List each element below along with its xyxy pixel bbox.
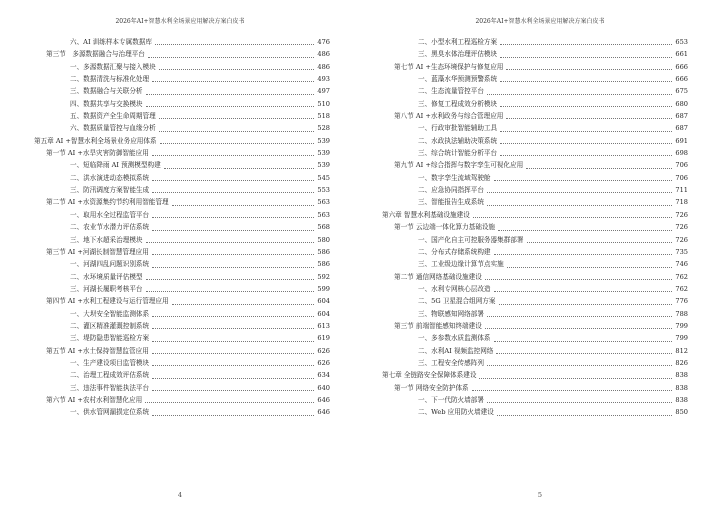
toc-entry-page: 528 <box>317 124 330 133</box>
toc-entry-title: 三、堤防隐患智能巡检方案 <box>70 334 150 343</box>
toc-entry[interactable] <box>34 172 330 184</box>
dot-leader <box>145 402 314 403</box>
toc-entry-page: 726 <box>675 210 688 219</box>
toc-entry-page: 838 <box>675 395 688 404</box>
toc-entry[interactable] <box>382 172 688 184</box>
toc-entry[interactable] <box>382 234 688 246</box>
dot-leader <box>527 242 673 243</box>
toc-entry[interactable] <box>382 135 688 147</box>
toc-entry-title: 第九节 AI +综合指挥与数字孪生可视化应用 <box>394 161 524 170</box>
toc-entry[interactable] <box>34 345 330 357</box>
toc-entry-title: 五、数据资产全生命周期管理 <box>70 112 156 121</box>
toc-entry[interactable] <box>34 36 330 48</box>
dot-leader <box>494 180 672 181</box>
dot-leader <box>152 341 314 342</box>
toc-entry-title: 二、农业节水潜力评估系统 <box>70 223 150 232</box>
toc-entry[interactable] <box>34 332 330 344</box>
toc-entry[interactable] <box>34 61 330 73</box>
toc-entry-title: 一、生产建设项目监管模块 <box>70 358 150 367</box>
toc-entry[interactable] <box>382 147 688 159</box>
toc-entry[interactable] <box>34 196 330 208</box>
dot-leader <box>479 378 672 379</box>
toc-entry-page: 711 <box>675 186 688 195</box>
dot-leader <box>500 57 672 58</box>
toc-entry-page: 563 <box>317 210 330 219</box>
toc-entry-title: 一、国产化自主可控服务器集群部署 <box>418 235 524 244</box>
toc-entry[interactable] <box>382 258 688 270</box>
toc-entry-title: 第一节 网络安全防护体系 <box>394 383 469 392</box>
toc-entry[interactable] <box>382 184 688 196</box>
toc-entry-title: 三、违法事件智能执法平台 <box>70 383 150 392</box>
dot-leader <box>487 192 672 193</box>
toc-entry-title: 六、AI 训练样本专属数据库 <box>70 38 152 46</box>
dot-leader <box>500 44 672 45</box>
toc-entry-title: 二、治理工程成效评估系统 <box>70 371 150 380</box>
toc-entry[interactable] <box>34 98 330 110</box>
toc-entry[interactable] <box>382 246 688 258</box>
dot-leader <box>146 94 314 95</box>
toc-entry-title: 第六章 智慧水利基础设施建设 <box>382 210 470 219</box>
toc-entry-page: 553 <box>317 186 330 195</box>
toc-entry-title: 三、工业级边缘计算节点实施 <box>418 260 504 269</box>
dot-leader <box>526 168 672 169</box>
toc-entry-page: 626 <box>317 358 330 367</box>
dot-leader <box>472 390 672 391</box>
toc-entry-title: 三、黑臭水体治理评估模块 <box>418 50 498 59</box>
toc-entry-title: 一、河湖四乱问题识别系统 <box>70 260 150 269</box>
toc-entry-page: 826 <box>675 358 688 367</box>
toc-entry-title: 二、5G 卫星混合组网方案 <box>418 297 496 306</box>
dot-leader <box>507 267 672 268</box>
toc-entry-title: 二、洪水演进动态模拟系统 <box>70 173 150 182</box>
dot-leader <box>500 106 672 107</box>
toc-entry-title: 二、分布式存储系统构建 <box>418 247 491 256</box>
toc-entry-title: 第一节 AI +水旱灾害防御智能应用 <box>46 149 149 158</box>
toc-entry[interactable] <box>34 122 330 134</box>
toc-entry-title: 一、供水管网漏损定位系统 <box>70 408 150 417</box>
toc-entry[interactable] <box>34 110 330 122</box>
toc-entry-title: 三、工程安全传感阵列 <box>418 358 484 367</box>
toc-entry-page: 799 <box>675 334 688 343</box>
dot-leader <box>146 106 314 107</box>
dot-leader <box>155 44 314 45</box>
toc-entry-page: 838 <box>675 371 688 380</box>
dot-leader <box>497 415 672 416</box>
toc-entry[interactable] <box>34 209 330 221</box>
toc-entry-title: 二、水环境质量评估模型 <box>70 272 143 281</box>
toc-entry[interactable] <box>382 73 688 85</box>
toc-entry-title: 第三节 AI +河湖长制智慧管理应用 <box>46 247 149 256</box>
dot-leader <box>485 328 672 329</box>
dot-leader <box>146 291 314 292</box>
toc-entry-page: 687 <box>675 112 688 121</box>
dot-leader <box>494 341 672 342</box>
dot-leader <box>485 279 672 280</box>
dot-leader <box>172 304 314 305</box>
toc-entry-title: 一、水利专网核心层改造 <box>418 284 491 293</box>
toc-entry-page: 604 <box>317 309 330 318</box>
dot-leader <box>496 353 672 354</box>
toc-entry[interactable] <box>34 271 330 283</box>
running-header: 2026年AI+智慧水利全场景应用解决方案白皮书 <box>115 18 245 25</box>
dot-leader <box>152 378 314 379</box>
toc-entry[interactable] <box>34 382 330 394</box>
dot-leader <box>172 205 314 206</box>
toc-entry-page: 626 <box>317 346 330 355</box>
dot-leader <box>146 279 314 280</box>
toc-entry-page: 762 <box>675 272 688 281</box>
toc-entry[interactable] <box>34 295 330 307</box>
toc-entry-page: 661 <box>675 50 688 59</box>
toc-entry-title: 第三节 多源数据融合与治理平台 <box>46 50 145 59</box>
toc-entry[interactable] <box>382 369 688 381</box>
toc-entry[interactable] <box>34 48 330 60</box>
toc-entry[interactable] <box>34 159 330 171</box>
toc-entry-title: 一、大坝安全智能监测体系 <box>70 309 150 318</box>
toc-entry[interactable] <box>382 36 688 48</box>
toc-entry-title: 二、Web 应用防火墙建设 <box>418 408 494 417</box>
dot-leader <box>152 390 314 391</box>
toc-entry-page: 619 <box>317 334 330 343</box>
toc-entry[interactable] <box>34 135 330 147</box>
toc-entry-page: 539 <box>317 149 330 158</box>
dot-leader <box>159 118 314 119</box>
toc-entry-title: 第三节 前端智能感知终端建设 <box>394 321 482 330</box>
toc-entry-title: 一、多源数据汇聚与接入模块 <box>70 62 156 71</box>
dot-leader <box>500 81 672 82</box>
toc-entry-title: 二、水政执法辅助决策系统 <box>418 136 498 145</box>
page-number: 5 <box>537 491 543 499</box>
toc-entry-page: 706 <box>675 173 688 182</box>
toc-entry-page: 486 <box>317 62 330 71</box>
dot-leader <box>160 143 314 144</box>
dot-leader <box>152 267 314 268</box>
toc-entry-page: 666 <box>675 62 688 71</box>
toc-entry[interactable] <box>382 406 688 418</box>
toc-entry-page: 599 <box>317 284 330 293</box>
toc-entry-title: 一、下一代防火墙部署 <box>418 395 484 404</box>
toc-entry-title: 第五节 AI +水土保持智慧监管应用 <box>46 346 149 355</box>
toc-entry-title: 第二节 AI +水资源集约节约利用智能管理 <box>46 198 169 207</box>
dot-leader <box>500 143 672 144</box>
toc-entry-page: 586 <box>317 260 330 269</box>
toc-entry-title: 一、数字孪生流域驾驶舱 <box>418 173 491 182</box>
toc-entry-page: 568 <box>317 223 330 232</box>
toc-entry-page: 586 <box>317 247 330 256</box>
toc-entry-title: 三、地下水超采治理模块 <box>70 235 143 244</box>
toc-entry-page: 592 <box>317 272 330 281</box>
dot-leader <box>506 118 672 119</box>
dot-leader <box>487 205 672 206</box>
dot-leader <box>473 217 672 218</box>
toc-entry-page: 838 <box>675 383 688 392</box>
toc-entry[interactable] <box>382 271 688 283</box>
toc-entry-title: 第五章 AI +智慧水利全场景业务应用体系 <box>34 136 157 145</box>
toc-entry[interactable] <box>34 406 330 418</box>
toc-entry-page: 680 <box>675 99 688 108</box>
toc-entry-page: 799 <box>675 321 688 330</box>
toc-entry-page: 746 <box>675 260 688 269</box>
toc-entry[interactable] <box>34 369 330 381</box>
dot-leader <box>506 69 672 70</box>
toc-entry-title: 第四节 AI +水利工程建设与运行管理应用 <box>46 297 169 306</box>
toc-entry[interactable] <box>382 196 688 208</box>
toc-entry[interactable] <box>34 147 330 159</box>
dot-leader <box>152 328 314 329</box>
toc-entry-title: 三、修复工程成效分析模块 <box>418 99 498 108</box>
toc-entry-page: 613 <box>317 321 330 330</box>
dot-leader <box>152 415 314 416</box>
toc-entry[interactable] <box>34 221 330 233</box>
toc-entry-page: 640 <box>317 383 330 392</box>
dot-leader <box>152 192 314 193</box>
toc-entry[interactable] <box>34 394 330 406</box>
toc-entry-page: 812 <box>675 346 688 355</box>
toc-entry-page: 539 <box>317 136 330 145</box>
dot-leader <box>146 242 314 243</box>
toc-entry-title: 一、多参数水质监测体系 <box>418 334 491 343</box>
toc-entry-page: 726 <box>675 223 688 232</box>
dot-leader <box>152 81 314 82</box>
toc-entry-page: 735 <box>675 247 688 256</box>
toc-entry[interactable] <box>34 85 330 97</box>
toc-entry-page: 646 <box>317 408 330 417</box>
toc-entry-page: 653 <box>675 38 688 46</box>
toc-entry[interactable] <box>34 258 330 270</box>
toc-entry-page: 604 <box>317 297 330 306</box>
toc-entry-title: 一、短临降雨 AI 预测模型构建 <box>70 161 161 170</box>
toc-entry-page: 646 <box>317 395 330 404</box>
toc-entry[interactable] <box>34 184 330 196</box>
dot-leader <box>498 230 672 231</box>
running-header: 2026年AI+智慧水利全场景应用解决方案白皮书 <box>475 18 605 25</box>
toc-entry-page: 510 <box>317 99 330 108</box>
toc-entry-title: 一、蓝藻水华预测预警系统 <box>418 75 498 84</box>
dot-leader <box>152 230 314 231</box>
toc-entry-title: 二、水利AI 视频监控网络 <box>418 346 494 355</box>
toc-entry-title: 第七章 全链路安全保障体系建设 <box>382 371 477 380</box>
page-number: 4 <box>177 491 183 499</box>
toc-entry-page: 634 <box>317 371 330 380</box>
toc-entry[interactable] <box>382 382 688 394</box>
toc-entry[interactable] <box>34 234 330 246</box>
toc-entry[interactable] <box>382 320 688 332</box>
toc-entry-title: 二、数据清洗与标准化处理 <box>70 75 150 84</box>
toc-entry-page: 718 <box>675 198 688 207</box>
toc-entry-page: 706 <box>675 161 688 170</box>
dot-leader <box>494 254 672 255</box>
toc-entry-title: 第八节 AI +水利政务与综合管理应用 <box>394 112 504 121</box>
dot-leader <box>487 94 672 95</box>
dot-leader <box>499 304 673 305</box>
toc-entry-title: 一、行政审批智能辅助工具 <box>418 124 498 133</box>
toc-entry-page: 675 <box>675 87 688 96</box>
dot-leader <box>500 155 672 156</box>
toc-entry-page: 539 <box>317 161 330 170</box>
dot-leader <box>164 168 314 169</box>
toc-entry-page: 666 <box>675 75 688 84</box>
toc-entry[interactable] <box>34 320 330 332</box>
toc-entry-page: 698 <box>675 149 688 158</box>
toc-entry-page: 497 <box>317 87 330 96</box>
dot-leader <box>152 155 314 156</box>
toc-entry-title: 三、防汛调度方案智能生成 <box>70 186 150 195</box>
toc-entry-title: 第六节 AI +农村水利智慧化应用 <box>46 395 143 404</box>
toc-entry-page: 493 <box>317 75 330 84</box>
dot-leader <box>152 180 314 181</box>
toc-entry[interactable] <box>382 332 688 344</box>
toc-entry[interactable] <box>382 308 688 320</box>
toc-entry[interactable] <box>34 357 330 369</box>
dot-leader <box>152 365 314 366</box>
toc-entry[interactable] <box>34 308 330 320</box>
toc-entry-page: 486 <box>317 50 330 59</box>
toc-entry-page: 580 <box>317 235 330 244</box>
toc-entry[interactable] <box>382 221 688 233</box>
table-of-contents <box>382 36 688 419</box>
dot-leader <box>487 365 672 366</box>
toc-entry-title: 三、数据融合与关联分析 <box>70 87 143 96</box>
toc-entry-title: 三、物联感知网络部署 <box>418 309 484 318</box>
toc-entry[interactable] <box>382 110 688 122</box>
toc-entry[interactable] <box>382 295 688 307</box>
toc-entry-title: 二、灌区精准灌溉控制系统 <box>70 321 150 330</box>
toc-entry[interactable] <box>382 209 688 221</box>
toc-entry-title: 二、应急协同指挥平台 <box>418 186 484 195</box>
right-page <box>360 0 720 511</box>
dot-leader <box>494 291 672 292</box>
toc-entry[interactable] <box>34 73 330 85</box>
toc-entry-title: 二、生态流量管控平台 <box>418 87 484 96</box>
dot-leader <box>152 254 314 255</box>
toc-entry-title: 二、小型水利工程巡检方案 <box>418 38 498 46</box>
toc-entry-page: 545 <box>317 173 330 182</box>
toc-entry-page: 776 <box>675 297 688 306</box>
toc-entry-page: 563 <box>317 198 330 207</box>
toc-entry[interactable] <box>382 357 688 369</box>
dot-leader <box>148 57 314 58</box>
toc-entry-title: 三、智能报告生成系统 <box>418 198 484 207</box>
toc-entry-page: 850 <box>675 408 688 417</box>
dot-leader <box>152 217 314 218</box>
toc-entry-page: 726 <box>675 235 688 244</box>
toc-entry-page: 518 <box>317 112 330 121</box>
toc-entry[interactable] <box>382 159 688 171</box>
toc-entry[interactable] <box>382 345 688 357</box>
table-of-contents <box>34 36 330 419</box>
dot-leader <box>152 353 314 354</box>
toc-entry-title: 四、数据共享与交换模块 <box>70 99 143 108</box>
toc-entry-page: 687 <box>675 124 688 133</box>
toc-entry-title: 三、河湖长履职考核平台 <box>70 284 143 293</box>
toc-entry-title: 三、综合统计智能分析平台 <box>418 149 498 158</box>
dot-leader <box>152 316 314 317</box>
toc-entry[interactable] <box>382 394 688 406</box>
dot-leader <box>159 131 314 132</box>
dot-leader <box>487 316 672 317</box>
dot-leader <box>487 402 672 403</box>
toc-entry[interactable] <box>382 61 688 73</box>
toc-entry-title: 第七节 AI +生态环境保护与修复应用 <box>394 62 504 71</box>
toc-entry[interactable] <box>34 246 330 258</box>
toc-entry-title: 第二节 通信网络基础设施建设 <box>394 272 482 281</box>
toc-entry[interactable] <box>382 98 688 110</box>
toc-entry[interactable] <box>34 283 330 295</box>
toc-entry-title: 第一节 云边端一体化算力基础设施 <box>394 223 496 232</box>
toc-entry-title: 六、数据质量管控与血缘分析 <box>70 124 156 133</box>
toc-entry-page: 788 <box>675 309 688 318</box>
dot-leader <box>159 69 314 70</box>
toc-entry-page: 762 <box>675 284 688 293</box>
toc-entry[interactable] <box>382 48 688 60</box>
toc-entry-page: 476 <box>317 38 330 46</box>
toc-entry-page: 691 <box>675 136 688 145</box>
dot-leader <box>500 131 672 132</box>
toc-entry[interactable] <box>382 283 688 295</box>
toc-entry-title: 一、取用水全过程监管平台 <box>70 210 150 219</box>
toc-entry[interactable] <box>382 85 688 97</box>
toc-entry[interactable] <box>382 122 688 134</box>
